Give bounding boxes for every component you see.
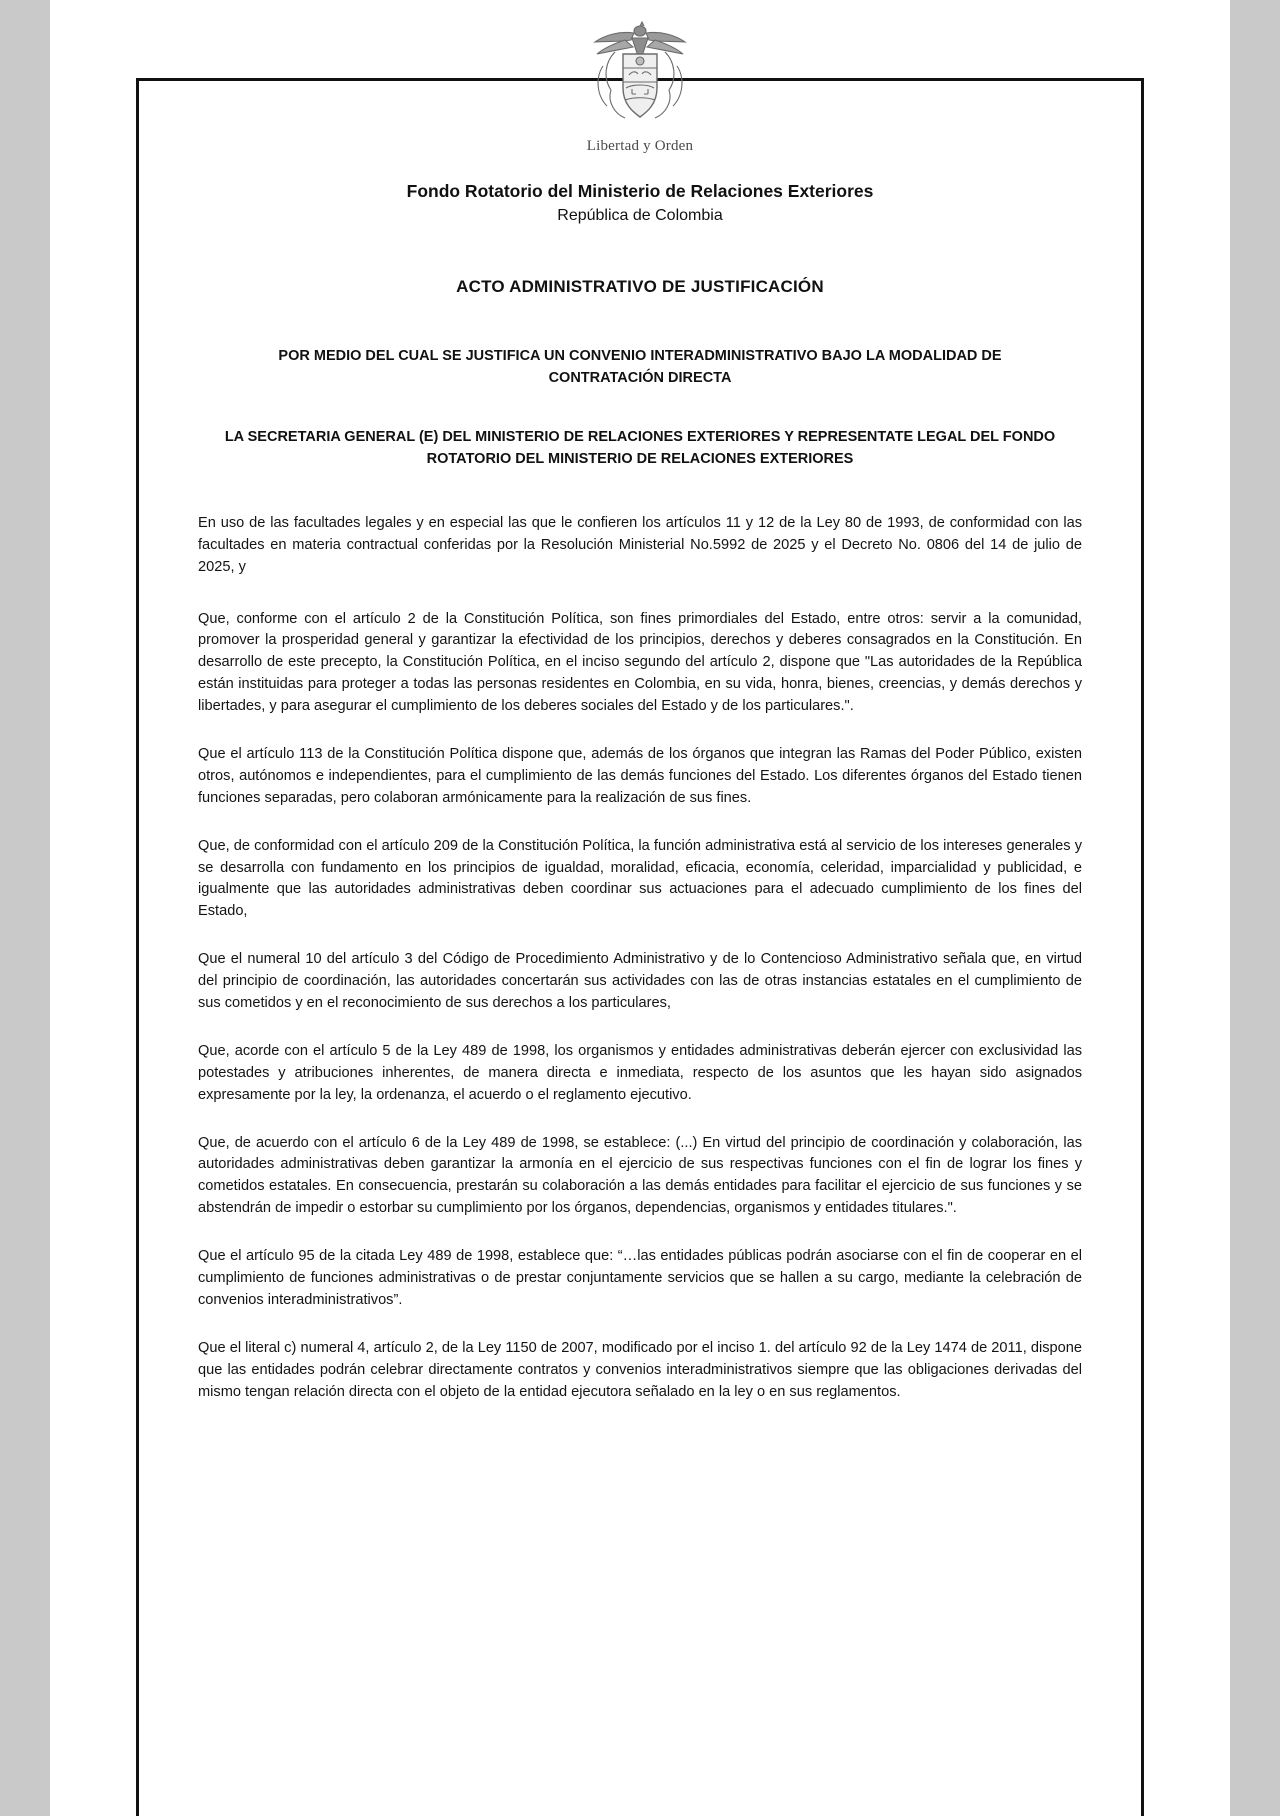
paragraph: Que el artículo 113 de la Constitución Política dispone que, además de los órganos que integran las Ramas del Poder Público, existen otros, autónomos e independientes, para el cumplimiento de las demás funciones del Estado. Los diferentes órganos del Estado tienen funciones separadas, pero colaboran armónicamente para la realización de sus fines.: [198, 746, 1082, 806]
page-bottom-space: [198, 1429, 1082, 1729]
paragraph: Que el numeral 10 del artículo 3 del Código de Procedimiento Administrativo y de lo Contencioso Administrativo señala que, en virtud del principio de coordinación, las autoridades concertarán sus actividades con las de otras instancias estatales en el cumplimiento de sus cometidos y en el reconocimiento de sus derechos a los particulares,: [198, 951, 1082, 1012]
paragraph: En uso de las facultades legales y en especial las que le confieren los artículos 11 y 12 de la Ley 80 de 1993, de conformidad con las facultades en materia contractual conferidas por la Resolución Ministerial No.5992 de 2025 y el Decreto No. 0806 del 14 de julio de 2025, y: [198, 514, 1082, 575]
paragraph: Que, conforme con el artículo 2 de la Constitución Política, son fines primordiales del Estado, entre otros: servir a la comunidad, promover la prosperidad general y garantizar la efectividad de los principios, derechos y deberes consagrados en la Constitución. En desarrollo de este precepto, la Constitución Política, en el inciso segundo del artículo 2, dispone que "Las autoridades de la República están instituidas para proteger a todas las personas residentes en Colombia, en su vida, honra, bienes, creencias, y demás derechos y libertades, y para asegurar el cumplimiento de los deberes sociales del Estado y de los particulares.".: [198, 610, 1082, 715]
document-page: [50, 0, 1230, 1816]
paragraph: Que el literal c) numeral 4, artículo 2, de la Ley 1150 de 2007, modificado por el inciso 1. del artículo 92 de la Ley 1474 de 2011, dispone que las entidades podrán celebrar directamente contratos y convenios interadministrativos siempre que las obligaciones derivadas del mismo tengan relación directa con el objeto de la entidad ejecutora señalado en la ley o en sus reglamentos.: [198, 1339, 1082, 1400]
document-title: ACTO ADMINISTRATIVO DE JUSTIFICACIÓN: [456, 277, 824, 296]
colombia-coat-of-arms-icon: [585, 18, 695, 136]
letterhead: [198, 0, 1082, 155]
paragraph: Que el artículo 95 de la citada Ley 489 de 1998, establece que: “…las entidades públicas podrán asociarse con el fin de cooperar en el cumplimiento de funciones administrativas o de prestar conjuntamente servicios que se hallen a su cargo, mediante la celebración de convenios interadministrativos”.: [198, 1248, 1082, 1308]
paragraph: Que, de acuerdo con el artículo 6 de la Ley 489 de 1998, se establece: (...) En virtud del principio de coordinación y colaboración, las autoridades administrativas deben garantizar la armonía en el ejercicio de sus respectivas funciones con el fin de lograr los fines y cometidos estatales. En consecuencia, prestarán su colaboración a las demás entidades para facilitar el ejercicio de sus funciones y se abstendrán de impedir o estorbar su cumplimiento por los órganos, dependencias, organismos y entidades titulares.".: [198, 1134, 1082, 1217]
crest-motto: Libertad y Orden: [586, 138, 694, 154]
organization-country: República de Colombia: [557, 207, 723, 224]
paragraph: Que, acorde con el artículo 5 de la Ley 489 de 1998, los organismos y entidades administrativas deberán ejercer con exclusividad las potestades y atribuciones inherentes, de manera directa e inmediata, respecto de los asuntos que les hayan sido asignados expresamente por la ley, la ordenanza, el acuerdo o el reglamento ejecutivo.: [198, 1042, 1082, 1103]
document-subtitle: POR MEDIO DEL CUAL SE JUSTIFICA UN CONVENIO INTERADMINISTRATIVO BAJO LA MODALIDAD DE CONTRATACIÓN DIRECTA: [278, 348, 1002, 387]
organization-title: Fondo Rotatorio del Ministerio de Relaciones Exteriores: [406, 181, 874, 201]
document-content: [50, 0, 1230, 1729]
document-authority: LA SECRETARIA GENERAL (E) DEL MINISTERIO DE RELACIONES EXTERIORES Y REPRESENTATE LEGAL DEL FONDO ROTATORIO DEL MINISTERIO DE RELACIONES EXTERIORES: [224, 428, 1056, 468]
document-body: [198, 513, 1082, 1404]
paragraph: Que, de conformidad con el artículo 209 de la Constitución Política, la función administrativa está al servicio de los intereses generales y se desarrolla con fundamento en los principios de igualdad, moralidad, eficacia, economía, celeridad, imparcialidad y publicidad, e igualmente que las autoridades administrativas deben coordinar sus actuaciones para el adecuado cumplimiento de los fines del Estado,: [198, 837, 1082, 920]
